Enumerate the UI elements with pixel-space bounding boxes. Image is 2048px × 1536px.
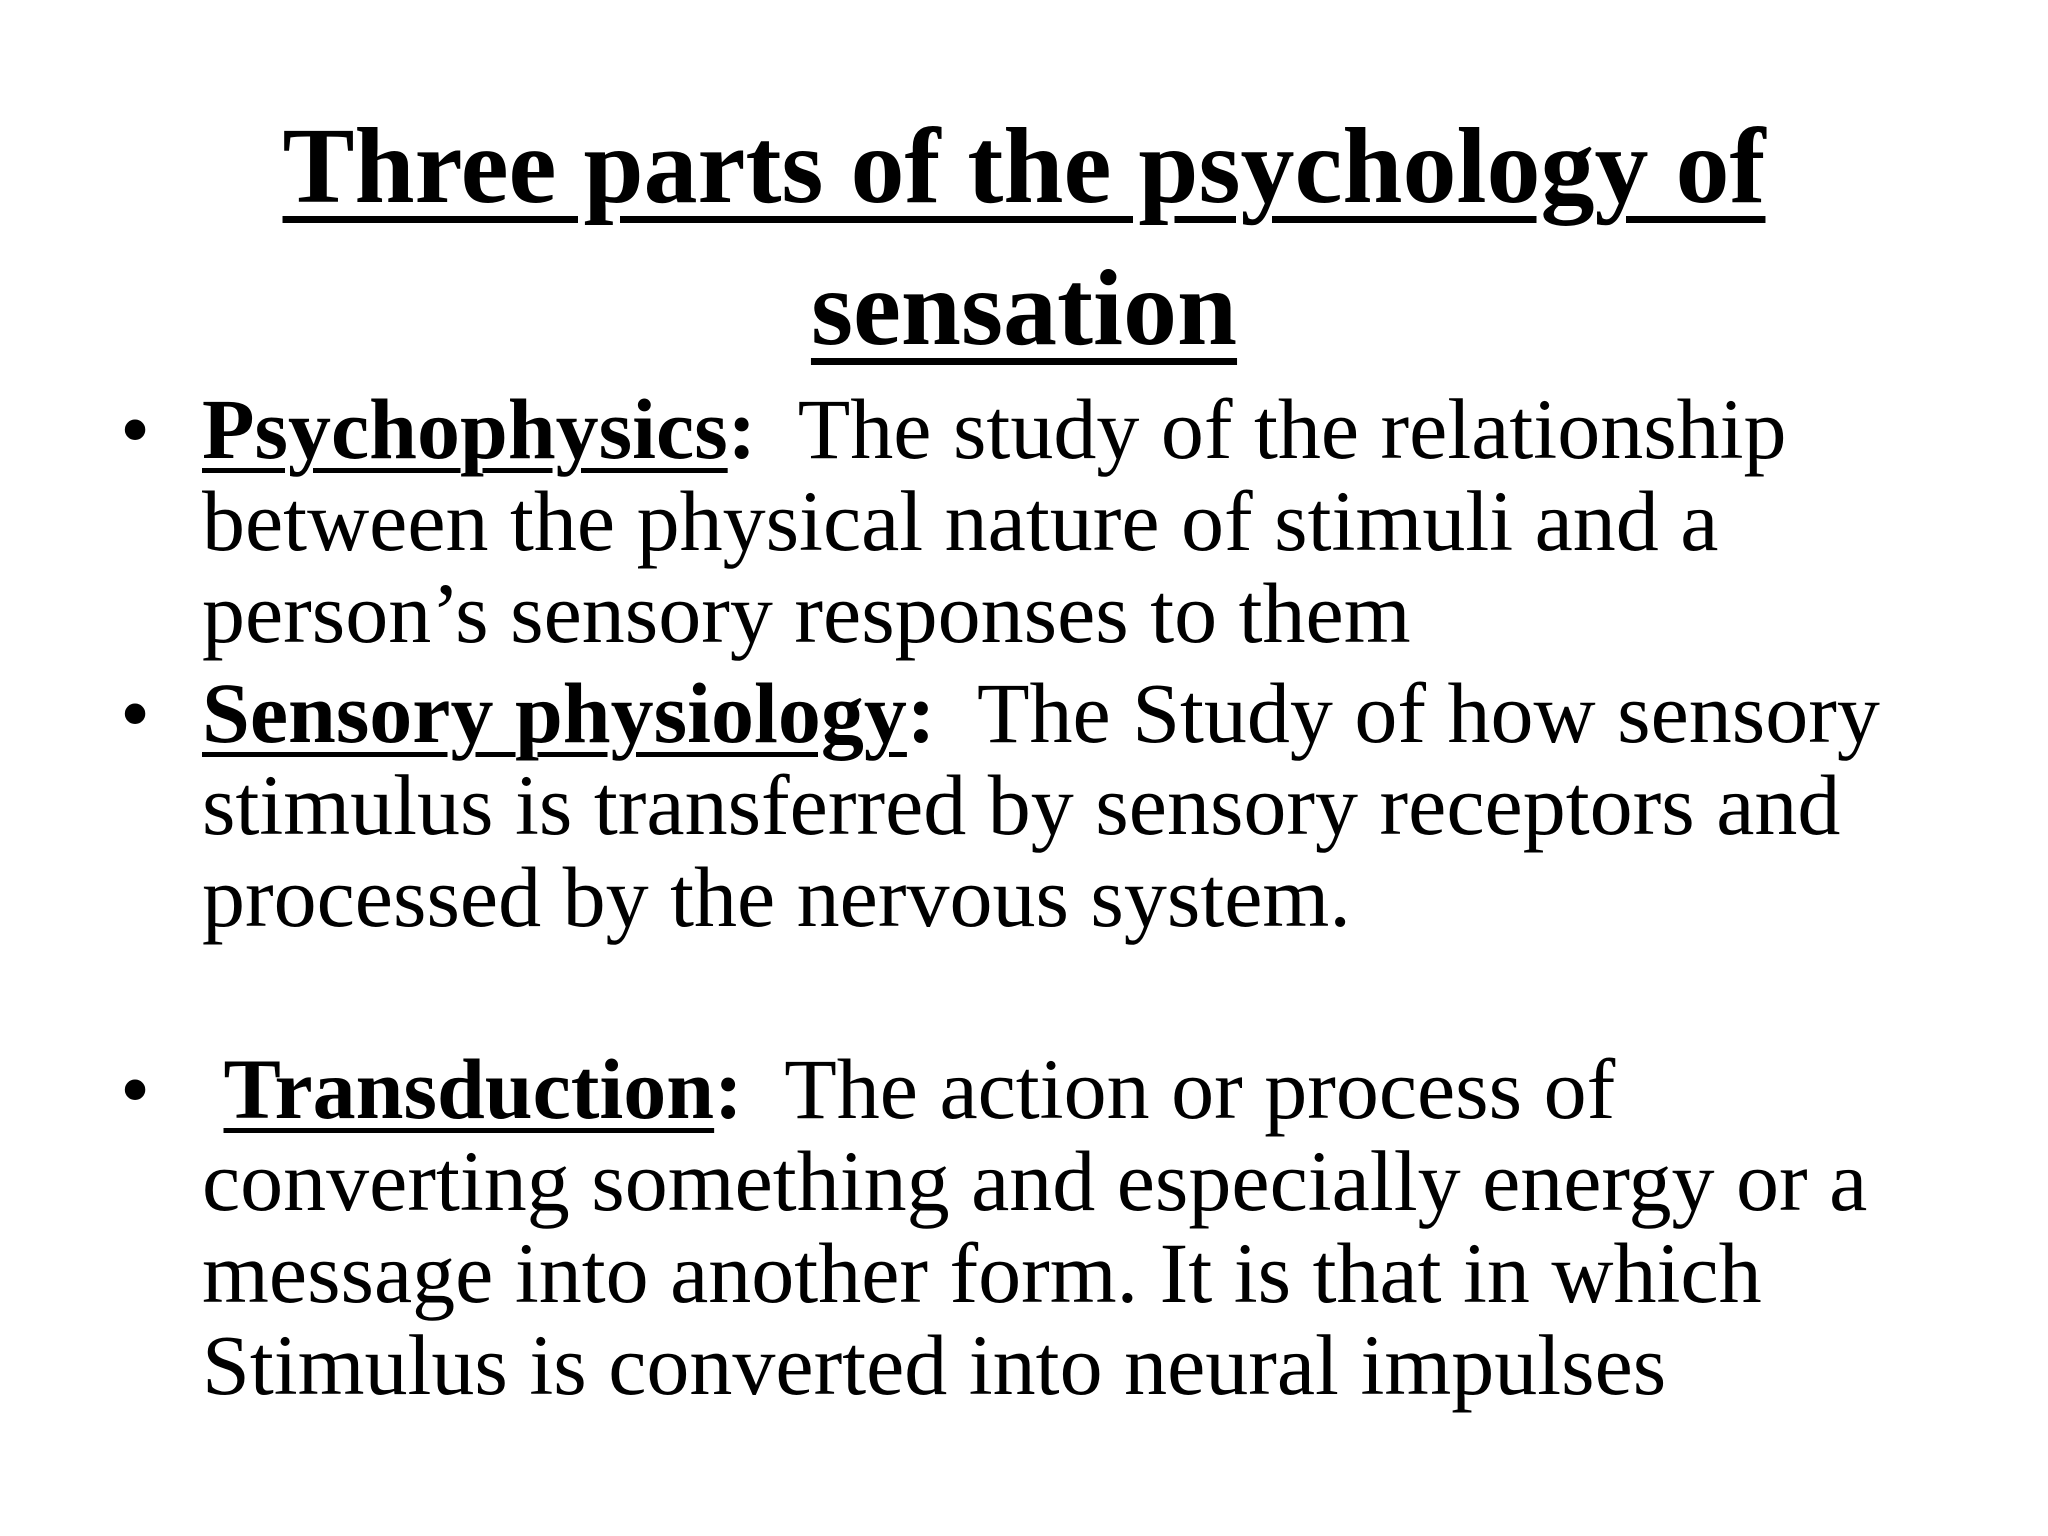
bullet-dot: • [120,381,151,477]
bullet-dot: • [120,665,151,761]
bullet-colon: : [906,665,936,761]
bullet-text [202,1043,1942,1411]
bullet-definition: The Study of how sensory stimulus is transferred by sensory receptors and processed by the nervous system. [202,665,1880,945]
bullet-dot: • [120,1041,151,1137]
bullet-term: Transduction [223,1041,715,1137]
bullet-text [202,383,1942,659]
bullet-term: Sensory physiology [202,665,907,761]
bullet-colon: : [727,381,757,477]
bullet-colon: : [714,1041,743,1137]
slide-title-line-1: Three parts of the psychology of [282,107,1766,226]
bullet-text [202,667,1942,943]
bullet-term: Psychophysics [202,381,728,477]
slide-title-line-2: sensation [810,249,1238,368]
bullet-definition: The action or process of converting something and especially energy or a message into another form. It is that in which Stimulus is converted into neural impulses [202,1041,1868,1413]
bullet-definition: The study of the relationship between the physical nature of stimuli and a person’s sensory responses to them [202,381,1787,661]
